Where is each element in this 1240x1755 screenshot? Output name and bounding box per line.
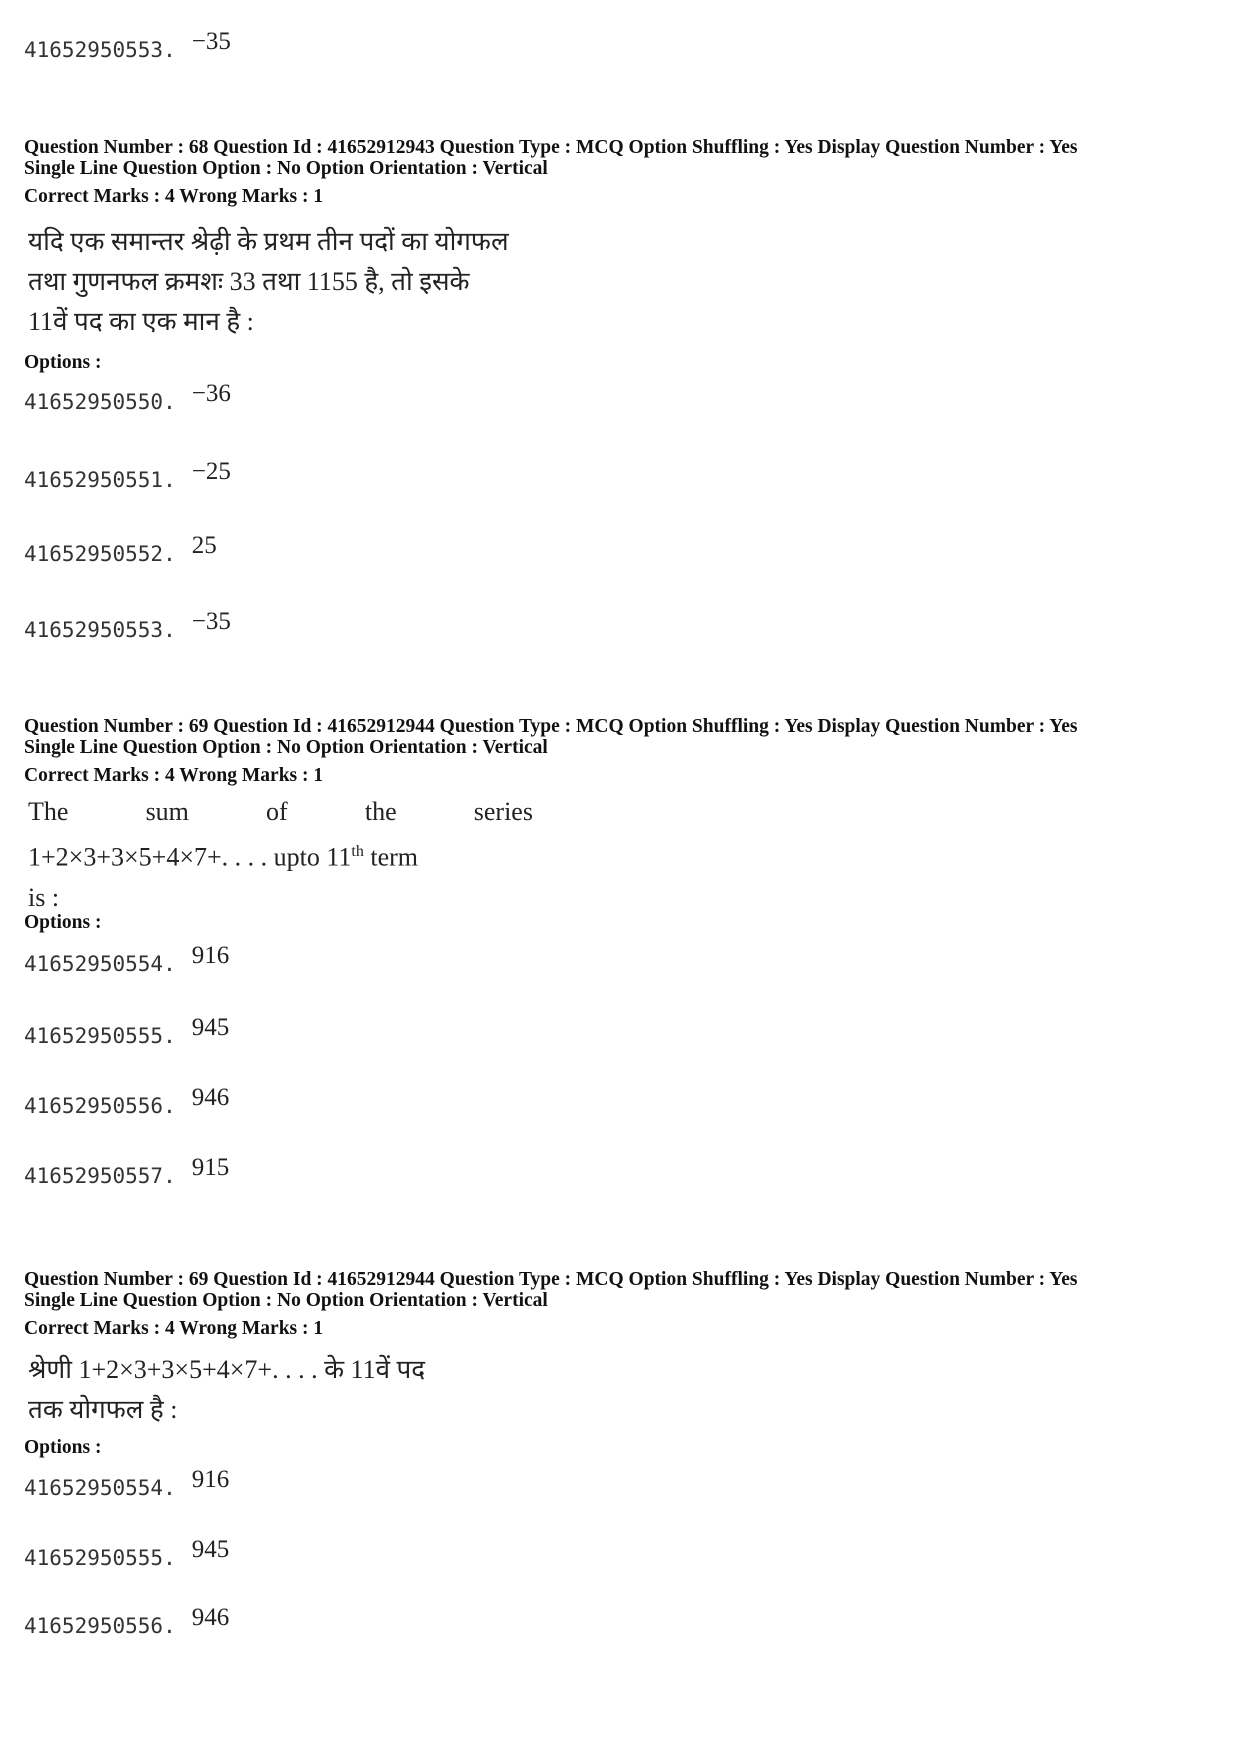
question-meta-line2: Single Line Question Option : No Option Orientation : Vertical [24, 158, 548, 179]
question-text [28, 1350, 425, 1430]
options-label: Options : [24, 912, 102, 933]
question-marks: Correct Marks : 4 Wrong Marks : 1 [24, 186, 324, 207]
question-text-line: तथा गुणनफल क्रमशः 33 तथा 1155 है, तो इसके [28, 267, 470, 296]
option-value: 945 [191, 1014, 230, 1041]
question-meta [24, 137, 1077, 179]
option-id: 41652950557. [24, 1164, 176, 1188]
options-label: Options : [24, 352, 102, 373]
question-meta-line1: Question Number : 69 Question Id : 41652912944 Question Type : MCQ Option Shuffling : Yes Display Question Number : Yes [24, 1269, 1078, 1290]
question-word: sum [145, 797, 189, 826]
option-value: 915 [191, 1154, 230, 1181]
options-label: Options : [24, 1437, 102, 1458]
option-row [24, 1536, 230, 1584]
option-row [24, 608, 231, 656]
question-meta [24, 716, 1077, 758]
option-id: 41652950550. [24, 390, 176, 414]
option-row [24, 1084, 230, 1132]
option-row [24, 1154, 230, 1202]
option-value: −35 [191, 28, 231, 55]
question-meta [24, 1269, 1077, 1311]
question-meta-line2: Single Line Question Option : No Option Orientation : Vertical [24, 1290, 548, 1311]
option-row [24, 28, 231, 76]
option-row [24, 380, 231, 428]
question-meta-line1: Question Number : 69 Question Id : 41652912944 Question Type : MCQ Option Shuffling : Yes Display Question Number : Yes [24, 716, 1078, 737]
option-id: 41652950553. [24, 618, 176, 642]
option-value: 945 [191, 1536, 230, 1563]
question-word: the [364, 797, 397, 826]
question-meta-line2: Single Line Question Option : No Option Orientation : Vertical [24, 737, 548, 758]
option-value: −25 [191, 458, 231, 485]
superscript: th [351, 843, 364, 860]
option-value: −36 [191, 380, 231, 407]
question-marks: Correct Marks : 4 Wrong Marks : 1 [24, 765, 324, 786]
question-meta-line1: Question Number : 68 Question Id : 41652912943 Question Type : MCQ Option Shuffling : Yes Display Question Number : Yes [24, 137, 1078, 158]
question-text-line: तक योगफल है : [28, 1395, 178, 1424]
option-value: 916 [191, 1466, 230, 1493]
option-value: 25 [191, 532, 217, 559]
question-marks: Correct Marks : 4 Wrong Marks : 1 [24, 1318, 324, 1339]
question-text-line [28, 832, 533, 878]
option-id: 41652950553. [24, 38, 176, 62]
question-text-line: यदि एक समान्तर श्रेढ़ी के प्रथम तीन पदों का योगफल [28, 227, 509, 256]
option-id: 41652950556. [24, 1614, 176, 1638]
option-value: 946 [191, 1084, 230, 1111]
question-word: of [266, 797, 288, 826]
option-row [24, 1466, 230, 1514]
question-text-line: 11वें पद का एक मान है : [28, 307, 254, 336]
option-value: 946 [191, 1604, 230, 1631]
option-row [24, 532, 217, 580]
option-id: 41652950555. [24, 1024, 176, 1048]
question-word: The [28, 797, 69, 826]
option-row [24, 942, 230, 990]
option-value: 916 [191, 942, 230, 969]
option-id: 41652950555. [24, 1546, 176, 1570]
option-row [24, 1604, 230, 1652]
option-id: 41652950554. [24, 1476, 176, 1500]
question-text [28, 792, 533, 918]
option-id: 41652950552. [24, 542, 176, 566]
question-text-line: श्रेणी 1+2×3+3×5+4×7+. . . . के 11वें पद [28, 1355, 426, 1384]
question-text-line [28, 792, 533, 832]
option-row [24, 458, 231, 506]
option-row [24, 1014, 230, 1062]
option-id: 41652950551. [24, 468, 176, 492]
question-text-line: is : [28, 882, 60, 912]
question-text [28, 222, 509, 342]
series-term: term [363, 842, 419, 872]
series-expression: 1+2×3+3×5+4×7+. . . . upto 11 [28, 842, 352, 872]
option-id: 41652950556. [24, 1094, 176, 1118]
option-value: −35 [191, 608, 231, 635]
question-word: series [473, 797, 533, 826]
option-id: 41652950554. [24, 952, 176, 976]
